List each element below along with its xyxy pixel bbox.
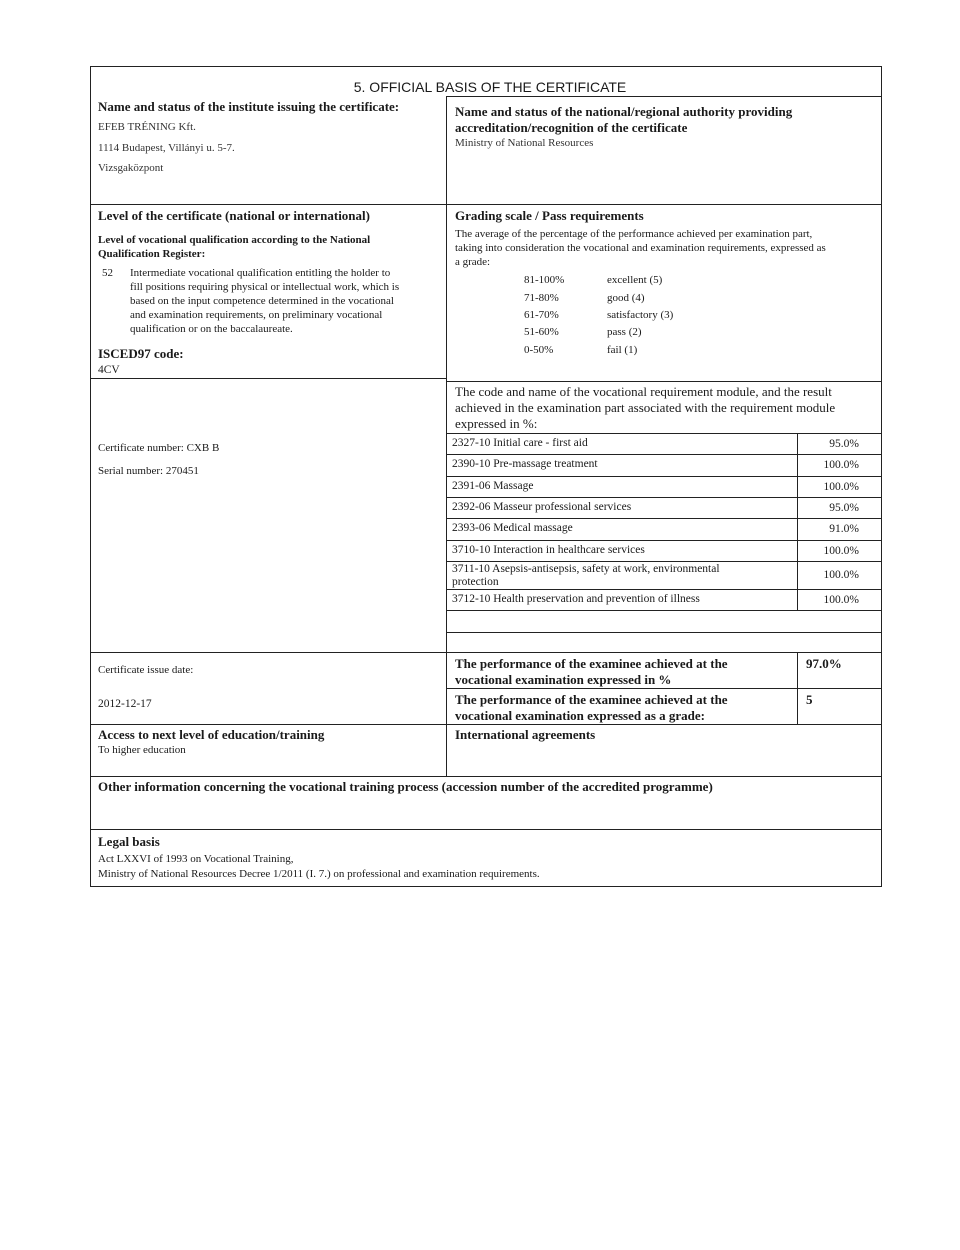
grade-range: 71-80% (524, 292, 559, 304)
grade-label: satisfactory (3) (607, 309, 674, 321)
issue-date-label: Certificate issue date: (98, 664, 194, 676)
table-row (447, 498, 881, 519)
level-description: fill positions requiring physical or intellectual work, which is (130, 281, 400, 293)
issue-date-value: 2012-12-17 (98, 698, 152, 710)
modules-intro: achieved in the examination part associated with the requirement module (455, 400, 836, 415)
divider (90, 378, 447, 379)
grading-intro: The average of the percentage of the performance achieved per examination part, (455, 228, 813, 240)
international-heading: International agreements (455, 727, 596, 742)
module-result: 95.0% (829, 502, 859, 514)
table-row (447, 590, 881, 611)
isced-label: ISCED97 code: (98, 346, 184, 361)
module-name: 3710-10 Interaction in healthcare services (452, 544, 645, 556)
performance-grade-label: The performance of the examinee achieved at the (455, 692, 728, 707)
module-name: 2392-06 Masseur professional services (452, 501, 632, 513)
grade-label: good (4) (607, 292, 645, 304)
performance-percent-value: 97.0% (806, 656, 842, 671)
table-row (447, 455, 881, 476)
grade-range: 51-60% (524, 326, 559, 338)
institute-line: EFEB TRÉNING Kft. (98, 121, 196, 133)
module-result: 100.0% (823, 594, 859, 606)
grading-intro: taking into consideration the vocational and examination requirements, expressed as (455, 242, 826, 254)
divider (90, 724, 882, 725)
divider (90, 829, 882, 830)
modules-intro: expressed in %: (455, 416, 538, 431)
table-row (447, 562, 881, 589)
table-border (446, 632, 882, 633)
access-heading: Access to next level of education/training (98, 727, 325, 742)
module-name: 2393-06 Medical massage (452, 522, 573, 534)
module-result: 100.0% (823, 481, 859, 493)
performance-percent-label: The performance of the examinee achieved at the (455, 656, 728, 671)
level-subheading: Qualification Register: (98, 248, 206, 260)
module-name: 2391-06 Massage (452, 480, 534, 492)
module-result: 91.0% (829, 523, 859, 535)
module-name: 3711-10 Asepsis-antisepsis, safety at work, environmental protection (452, 563, 720, 588)
grade-label: pass (2) (607, 326, 642, 338)
divider (90, 652, 882, 653)
access-value: To higher education (98, 744, 186, 756)
grade-range: 81-100% (524, 274, 565, 286)
grading-heading: Grading scale / Pass requirements (455, 208, 644, 223)
performance-grade-value: 5 (806, 692, 813, 707)
section-title: 5. OFFICIAL BASIS OF THE CERTIFICATE (353, 79, 627, 95)
performance-grade-label: vocational examination expressed as a grade: (455, 708, 705, 723)
institute-line: 1114 Budapest, Villányi u. 5-7. (98, 142, 235, 154)
module-result: 100.0% (823, 569, 859, 581)
divider (90, 776, 882, 777)
performance-percent-label: vocational examination expressed in % (455, 672, 672, 687)
divider (446, 688, 882, 689)
authority-heading: accreditation/recognition of the certificate (455, 120, 688, 135)
legal-line: Ministry of National Resources Decree 1/2011 (I. 7.) on professional and examination requirements. (98, 868, 540, 880)
module-name: 2327-10 Initial care - first aid (452, 437, 588, 449)
divider (446, 381, 882, 382)
module-result: 100.0% (823, 459, 859, 471)
level-description: Intermediate vocational qualification entitling the holder to (130, 267, 391, 279)
module-name: 3712-10 Health preservation and prevention of illness (452, 593, 700, 605)
level-description: qualification or on the baccalaureate. (130, 323, 293, 335)
modules-intro: The code and name of the vocational requirement module, and the result (455, 384, 832, 399)
level-number: 52 (102, 267, 113, 279)
other-info-heading: Other information concerning the vocational training process (accession number of the accredited programme) (98, 779, 713, 794)
level-subheading: Level of vocational qualification according to the National (98, 234, 371, 246)
level-description: and examination requirements, on preliminary vocational (130, 309, 383, 321)
institute-heading: Name and status of the institute issuing the certificate: (98, 99, 400, 114)
grade-label: fail (1) (607, 344, 638, 356)
grade-label: excellent (5) (607, 274, 663, 286)
module-result: 100.0% (823, 545, 859, 557)
isced-value: 4CV (98, 364, 120, 376)
level-heading: Level of the certificate (national or international) (98, 208, 370, 223)
grade-range: 0-50% (524, 344, 554, 356)
authority-value: Ministry of National Resources (455, 137, 594, 149)
legal-heading: Legal basis (98, 834, 160, 849)
grade-range: 61-70% (524, 309, 559, 321)
serial-number: Serial number: 270451 (98, 465, 199, 477)
legal-line: Act LXXVI of 1993 on Vocational Training, (98, 853, 294, 865)
table-row (447, 477, 881, 498)
module-result: 95.0% (829, 438, 859, 450)
table-row (447, 541, 881, 562)
divider-title (446, 96, 882, 97)
divider-vertical (446, 97, 447, 204)
grading-intro: a grade: (455, 256, 491, 268)
table-row (447, 519, 881, 540)
table-row (447, 434, 881, 455)
authority-heading: Name and status of the national/regional authority providing (455, 104, 793, 119)
certificate-number: Certificate number: CXB B (98, 442, 220, 454)
institute-line: Vizsgaközpont (98, 162, 164, 174)
level-description: based on the input competence determined in the vocational (130, 295, 394, 307)
divider (90, 204, 882, 205)
module-name: 2390-10 Pre-massage treatment (452, 458, 598, 470)
